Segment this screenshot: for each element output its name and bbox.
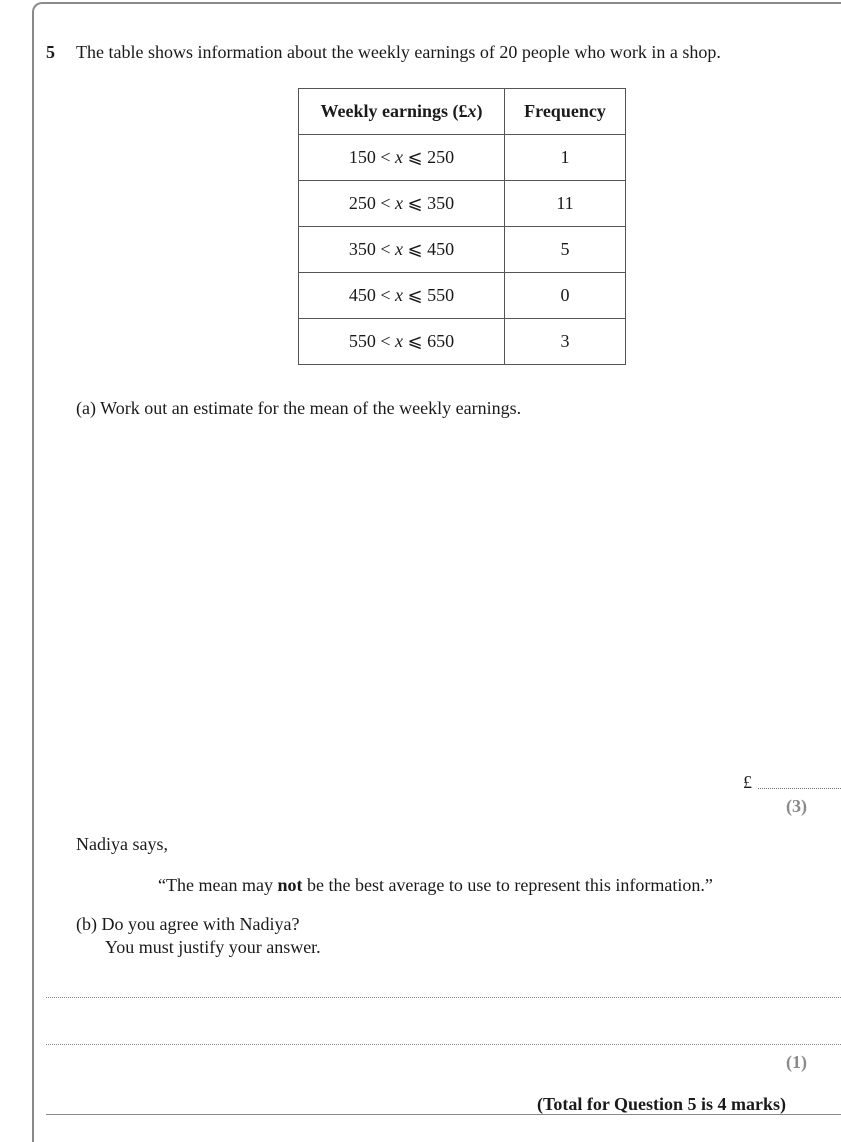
- answer-line-b2[interactable]: [46, 1044, 841, 1045]
- variable-x: x: [395, 193, 404, 213]
- interval-upper: 550: [427, 285, 455, 305]
- frequency-table: [298, 88, 626, 365]
- earnings-interval: [299, 319, 505, 365]
- total-marks: (Total for Question 5 is 4 marks): [537, 1094, 787, 1114]
- frequency-cell: 3: [505, 319, 626, 365]
- less-than-symbol: <: [380, 193, 391, 213]
- part-b-label: (b): [76, 914, 97, 934]
- part-b-line1: Do you agree with Nadiya?: [101, 914, 300, 934]
- interval-upper: 450: [427, 239, 455, 259]
- answer-pound-sign: £: [743, 772, 752, 792]
- interval-lower: 350: [348, 239, 376, 259]
- variable-x: x: [395, 331, 404, 351]
- interval-lower: 550: [348, 331, 376, 351]
- header-earnings-text: Weekly earnings (£x): [320, 101, 483, 121]
- table-header-row: [299, 89, 626, 135]
- quote-bold: not: [277, 875, 303, 895]
- part-b-question: [76, 914, 299, 935]
- earnings-interval: [299, 181, 505, 227]
- frequency-cell: 0: [505, 273, 626, 319]
- less-equal-symbol: ⩽: [407, 285, 423, 305]
- question-number: 5: [46, 42, 55, 62]
- table-row: [299, 227, 626, 273]
- part-b-line2: You must justify your answer.: [105, 937, 321, 957]
- earnings-interval: [299, 135, 505, 181]
- quote-before: “The mean may: [158, 875, 278, 895]
- less-than-symbol: <: [380, 331, 391, 351]
- nadiya-says: Nadiya says,: [76, 834, 168, 854]
- table-row: [299, 135, 626, 181]
- question-text: The table shows information about the weekly earnings of 20 people who work in a shop.: [76, 42, 721, 62]
- variable-x: x: [395, 147, 404, 167]
- nadiya-quote: [158, 875, 713, 896]
- quote-after: be the best average to use to represent this information.”: [302, 875, 713, 895]
- earnings-interval: [299, 273, 505, 319]
- frequency-cell: 1: [505, 135, 626, 181]
- table-body: [299, 135, 626, 365]
- interval-lower: 150: [348, 147, 376, 167]
- table-row: [299, 181, 626, 227]
- answer-line-b1[interactable]: [46, 997, 841, 998]
- earnings-interval: [299, 227, 505, 273]
- less-equal-symbol: ⩽: [407, 331, 423, 351]
- less-than-symbol: <: [380, 285, 391, 305]
- table-row: [299, 273, 626, 319]
- interval-lower: 450: [348, 285, 376, 305]
- interval-upper: 650: [427, 331, 455, 351]
- part-a-question: [76, 398, 521, 419]
- part-a-text: Work out an estimate for the mean of the weekly earnings.: [100, 398, 522, 418]
- frequency-cell: 11: [505, 181, 626, 227]
- total-divider: [46, 1114, 841, 1115]
- marks-part-a: (3): [786, 796, 807, 816]
- less-than-symbol: <: [380, 147, 391, 167]
- less-equal-symbol: ⩽: [407, 193, 423, 213]
- less-equal-symbol: ⩽: [407, 147, 423, 167]
- answer-line-a[interactable]: [758, 788, 841, 789]
- marks-part-b: (1): [786, 1052, 807, 1072]
- part-a-label: (a): [76, 398, 96, 418]
- header-weekly-earnings: [299, 89, 505, 135]
- variable-x: x: [395, 285, 404, 305]
- variable-x: x: [395, 239, 404, 259]
- less-equal-symbol: ⩽: [407, 239, 423, 259]
- interval-lower: 250: [348, 193, 376, 213]
- table-row: [299, 319, 626, 365]
- frequency-cell: 5: [505, 227, 626, 273]
- interval-upper: 350: [427, 193, 455, 213]
- header-frequency: Frequency: [505, 89, 626, 135]
- interval-upper: 250: [427, 147, 455, 167]
- less-than-symbol: <: [380, 239, 391, 259]
